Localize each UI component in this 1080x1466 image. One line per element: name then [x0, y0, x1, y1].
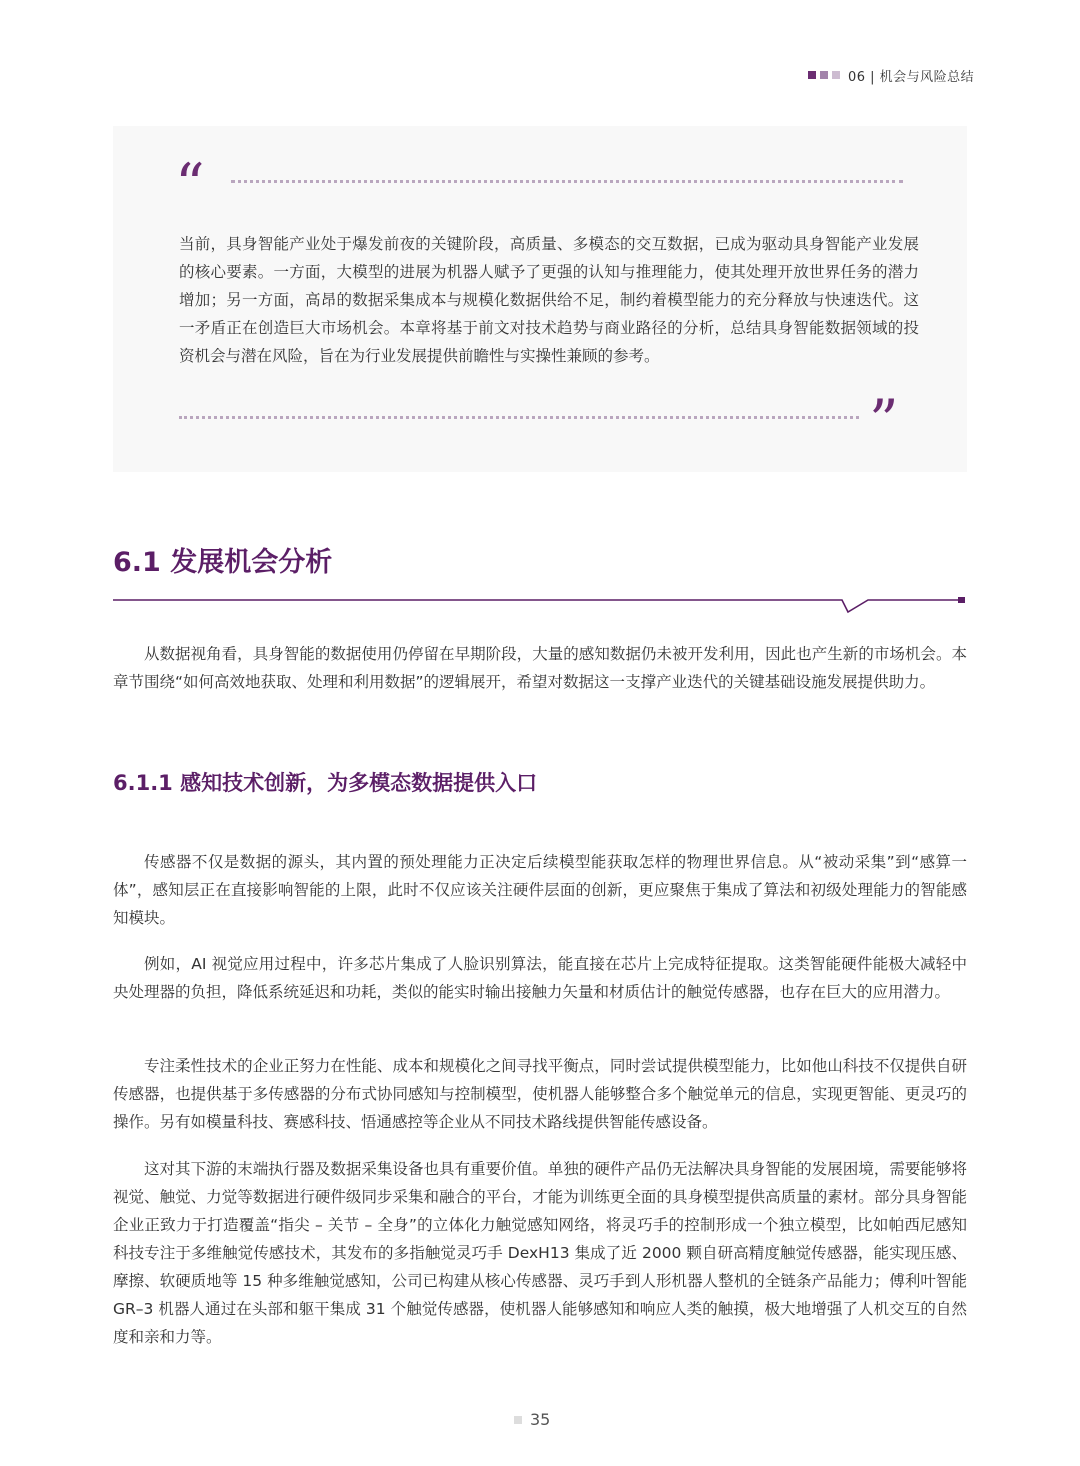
page-footer	[514, 1410, 550, 1429]
paragraph-3: 专注柔性技术的企业正努力在性能、成本和规模化之间寻找平衡点，同时尝试提供模型能力，比如他山科技不仅提供自研传感器，也提供基于多传感器的分布式协同感知与控制模型，使机器人能够整合多个触觉单元的信息，实现更智能、更灵巧的操作。另有如模量科技、赛感科技、悟通感控等企业从不同技术路线提供智能传感设备。	[113, 1057, 967, 1131]
paragraph-1: 传感器不仅是数据的源头，其内置的预处理能力正决定后续模型能获取怎样的物理世界信息。从“被动采集”到“感算一体”，感知层正在直接影响智能的上限，此时不仅应该关注硬件层面的创新，更应聚焦于集成了算法和初级处理能力的智能感知模块。	[113, 853, 967, 927]
paragraph-4: 这对其下游的末端执行器及数据采集设备也具有重要价值。单独的硬件产品仍无法解决具身智能的发展困境，需要能够将视觉、触觉、力觉等数据进行硬件级同步采集和融合的平台，才能为训练更全面的具身模型提供高质量的素材。部分具身智能企业正致力于打造覆盖“指尖 – 关节 – 全身”的立体化力触觉感知网络，将灵巧手的控制形成一个独立模型，比如帕西尼感知科技专注于多维触觉传感技术，其发布的多指触觉灵巧手 DexH13 集成了近 2000 颗自研高精度触觉传感器，能实现压感、摩擦、软硬质地等 15 种多维触觉感知，公司已构建从核心传感器、灵巧手到人形机器人整机的全链条产品能力；傅利叶智能 GR–3 机器人通过在头部和躯干集成 31 个触觉传感器，使机器人能够感知和响应人类的触摸，极大地增强了人机交互的自然度和亲和力等。	[113, 1160, 967, 1346]
quote-box	[113, 126, 967, 472]
page-number-square	[514, 1416, 522, 1424]
quote-text: 当前，具身智能产业处于爆发前夜的关键阶段，高质量、多模态的交互数据，已成为驱动具身智能产业发展的核心要素。一方面，大模型的进展为机器人赋予了更强的认知与推理能力，使其处理开放世界任务的潜力增加；另一方面，高昂的数据采集成本与规模化数据供给不足，制约着模型能力的充分释放与快速迭代。这一矛盾正在创造巨大市场机会。本章将基于前文对技术趋势与商业路径的分析，总结具身智能数据领域的投资机会与潜在风险，旨在为行业发展提供前瞻性与实操性兼顾的参考。	[179, 235, 919, 365]
paragraph-2: 例如，AI 视觉应用过程中，许多芯片集成了人脸识别算法，能直接在芯片上完成特征提取。这类智能硬件能极大减轻中央处理器的负担，降低系统延迟和功耗，类似的能实时输出接触力矢量和材质估计的触觉传感器，也存在巨大的应用潜力。	[113, 955, 967, 1001]
header-square-2	[820, 71, 828, 79]
subsection-title: 6.1.1 感知技术创新，为多模态数据提供入口	[113, 771, 538, 795]
section-intro: 从数据视角看，具身智能的数据使用仍停留在早期阶段，大量的感知数据仍未被开发利用，因此也产生新的市场机会。本章节围绕“如何高效地获取、处理和利用数据”的逻辑展开，希望对数据这一支撑产业迭代的关键基础设施发展提供助力。	[113, 645, 967, 691]
quote-top-divider	[231, 180, 903, 183]
section-title: 6.1 发展机会分析	[113, 547, 333, 578]
chapter-label: 06 | 机会与风险总结	[848, 69, 975, 85]
section-title-underline	[0, 588, 1080, 618]
open-quote-icon: “	[175, 151, 205, 219]
header-square-3	[832, 71, 840, 79]
page-number: 35	[530, 1410, 551, 1429]
quote-bottom-divider	[179, 416, 859, 419]
header-square-1	[808, 71, 816, 79]
page-header	[808, 62, 974, 88]
close-quote-icon: ”	[869, 387, 899, 455]
